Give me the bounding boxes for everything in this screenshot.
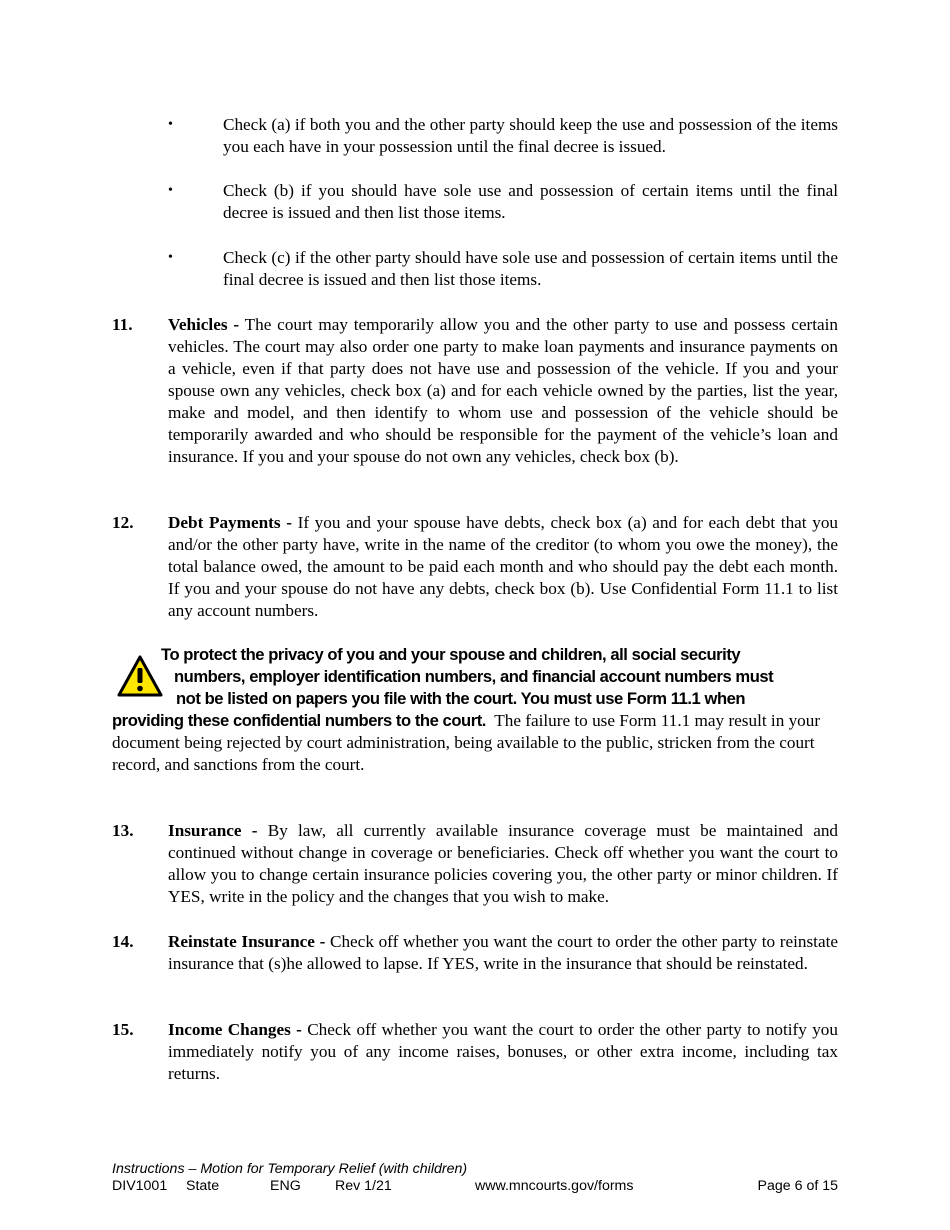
bullet-text: Check (b) if you should have sole use and possession of certain items until the final decree is issued and then list those items. bbox=[223, 181, 838, 222]
bullet-dot: • bbox=[168, 183, 173, 198]
warning-line: numbers, employer identification numbers, and financial account numbers must bbox=[174, 667, 774, 686]
numbered-item-income-changes bbox=[112, 1019, 838, 1085]
item-body bbox=[168, 931, 838, 975]
item-number: 11. bbox=[112, 315, 133, 334]
bullet-dot: • bbox=[168, 117, 173, 132]
item-heading: Vehicles - bbox=[168, 315, 240, 334]
item-heading: Debt Payments - bbox=[168, 513, 292, 532]
footer-form-id: DIV1001 bbox=[112, 1178, 168, 1194]
bullet-item bbox=[168, 247, 838, 291]
numbered-item-insurance bbox=[112, 820, 838, 908]
item-text: The court may temporarily allow you and the other party to use and possess certain vehicles. The court may also order one party to make loan payments and insurance payments on a vehicle, even if that party does not have use and possession of the vehicle. If you and your spouse own any vehicles, check box (a) and for each vehicle owned by the parties, list the year, make and model, and then identify to whom use and possession of the vehicle should be temporarily awarded and who should be responsible for the payment of the vehicle’s loan and insurance. If you and your spouse do not own any vehicles, check box (b). bbox=[168, 315, 838, 466]
warning-emphasis: providing these confidential numbers to the court. bbox=[112, 711, 486, 730]
item-body bbox=[168, 512, 838, 622]
item-text: By law, all currently available insurance coverage must be maintained and continued without change in coverage or beneficiaries. Check off whether you want the court to allow you to change certain insurance policies covering you, the other party or minor children. If YES, write in the policy and the changes that you wish to make. bbox=[168, 821, 839, 906]
item-heading: Insurance - bbox=[168, 821, 258, 840]
bullet-dot: • bbox=[168, 250, 173, 265]
item-number: 15. bbox=[112, 1020, 134, 1039]
item-number: 12. bbox=[112, 513, 134, 532]
item-body bbox=[168, 314, 838, 468]
numbered-item-reinstate-insurance bbox=[112, 931, 838, 975]
warning-rest-text: The failure to use Form 11.1 may result in your document being rejected by court administration, being available to the public, stricken from the court record, and sanctions from the court. bbox=[112, 711, 821, 774]
item-heading: Reinstate Insurance - bbox=[168, 932, 326, 951]
bullet-text: Check (c) if the other party should have sole use and possession of certain items until the final decree is issued and then list those items. bbox=[223, 248, 838, 289]
footer-revision: Rev 1/21 bbox=[335, 1178, 392, 1194]
item-text: Check off whether you want the court to order the other party to notify you immediately notify you of any income raises, bonuses, or other extra income, including tax returns. bbox=[168, 1020, 838, 1083]
bullet-item bbox=[168, 180, 838, 224]
footer-page-number: Page 6 of 15 bbox=[757, 1178, 838, 1194]
item-heading: Income Changes - bbox=[168, 1020, 302, 1039]
footer-title: Instructions – Motion for Temporary Relief (with children) bbox=[112, 1161, 468, 1177]
item-body bbox=[168, 1019, 838, 1085]
warning-continuation bbox=[112, 710, 838, 776]
item-body bbox=[168, 820, 838, 908]
footer-jurisdiction: State bbox=[186, 1178, 220, 1194]
warning-line: To protect the privacy of you and your spouse and children, all social security bbox=[161, 645, 741, 664]
footer-meta bbox=[112, 1178, 838, 1195]
warning-line: not be listed on papers you file with the court. You must use Form 11.1 when bbox=[176, 689, 746, 708]
bullet-text: Check (a) if both you and the other party should keep the use and possession of the items you each have in your possession until the final decree is issued. bbox=[223, 115, 838, 156]
item-number: 13. bbox=[112, 821, 134, 840]
bullet-item bbox=[168, 114, 838, 158]
numbered-item-vehicles bbox=[112, 314, 838, 468]
item-text: Check off whether you want the court to order the other party to reinstate insurance that (s)he allowed to lapse. If YES, write in the insurance that should be reinstated. bbox=[168, 932, 838, 973]
footer-url: www.mncourts.gov/forms bbox=[475, 1178, 634, 1194]
item-text: If you and your spouse have debts, check box (a) and for each debt that you and/or the other party have, write in the name of the creditor (to whom you owe the money), the total balance owed, the amount to be paid each month and who should pay the debt each month. If you and your spouse do not have any debts, check box (b). Use Confidential Form 11.1 to list any account numbers. bbox=[168, 513, 839, 620]
numbered-item-debt-payments bbox=[112, 512, 838, 622]
page-footer bbox=[112, 1161, 838, 1195]
footer-language: ENG bbox=[270, 1178, 301, 1194]
item-number: 14. bbox=[112, 932, 134, 951]
warning-triangle-icon bbox=[116, 654, 164, 698]
